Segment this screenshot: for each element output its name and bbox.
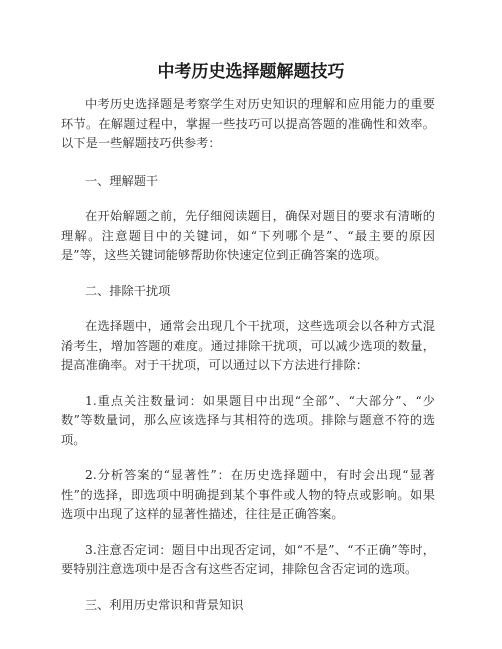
section-1-paragraph: 在开始解题之前，先仔细阅读题目，确保对题目的要求有清晰的理解。注意题目中的关键词，如“下列哪个是”、“最主要的原因是”等，这些关键词能够帮助你快速定位到正确答案的选项。 — [61, 209, 435, 262]
document-body — [61, 95, 435, 631]
list-item-1: 1.重点关注数量词：如果题目中出现“全部”、“大部分”、“少数”等数量词，那么应该选择与其相符的选项。排除与题意不符的选项。 — [61, 393, 435, 447]
section-heading-1: 一、理解题干 — [85, 173, 159, 188]
list-item-2: 2.分析答案的“显著性”：在历史选择题中，有时会出现“显著性”的选择，即选项中明确提到某个事件或人物的特点或影响。如果选项中出现了这样的显著性描述，往往是正确答案。 — [61, 468, 435, 521]
section-heading-3: 三、利用历史常识和背景知识 — [85, 597, 244, 612]
intro-paragraph: 中考历史选择题是考察学生对历史知识的理解和应用能力的重要环节。在解题过程中，掌握一些技巧可以提高答题的准确性和效率。以下是一些解题技巧供参考： — [61, 97, 435, 150]
list-item-3: 3.注意否定词：题目中出现否定词，如“不是”、“不正确”等时，要特别注意选项中是否含有这些否定词，排除包含否定词的选项。 — [61, 542, 435, 576]
page-title: 中考历史选择题解题技巧 — [157, 62, 345, 82]
section-heading-2: 二、排除干扰项 — [85, 283, 171, 298]
section-2-paragraph: 在选择题中，通常会出现几个干扰项，这些选项会以各种方式混淆考生，增加答题的难度。通过排除干扰项，可以减少选项的数量，提高准确率。对于干扰项，可以通过以下方法进行排除： — [61, 319, 435, 372]
